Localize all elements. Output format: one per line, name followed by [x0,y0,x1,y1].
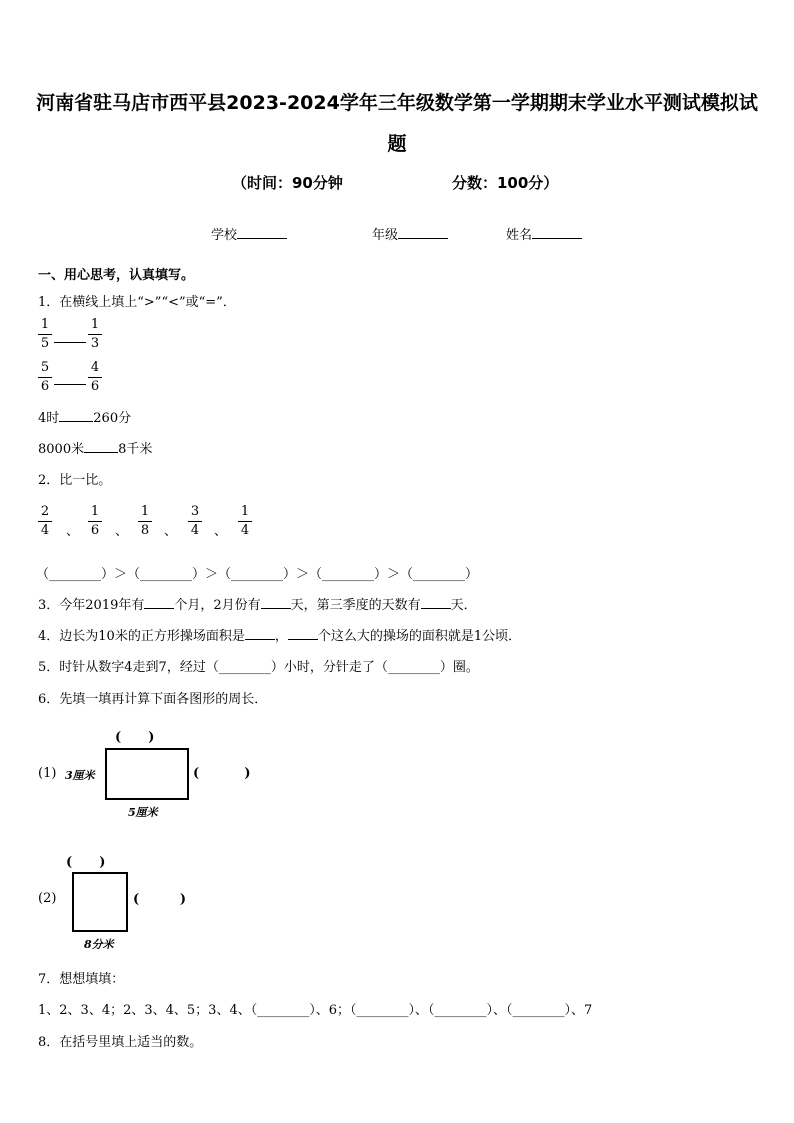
fig1-top-answer[interactable]: ( ) [115,730,155,745]
q1-fraction-1-3 [88,317,102,352]
q2-fraction-2 [88,504,102,539]
name-blank[interactable] [532,226,582,239]
fig2-right-answer[interactable]: ( ) [133,892,187,907]
q4-part-3: 个这么大的操场的面积就是1公顷． [317,629,522,644]
q3-part-4: 天． [450,598,477,613]
q4-part-2: ， [274,629,288,644]
q2-order-answer[interactable]: （________）＞（________）＞（________）＞（________）＞（________） [36,567,479,582]
fig2-top-answer[interactable]: ( ) [66,855,106,870]
q8-text: 8．在括号里填上适当的数。 [38,1035,203,1050]
section-heading: 一、用心思考，认真填写。 [38,268,195,283]
q1-answer-line-2[interactable] [54,384,86,385]
name-field[interactable] [506,224,582,243]
q2-separator: 、 [214,524,228,539]
denominator: 6 [40,379,50,394]
denominator: 8 [140,523,150,538]
q4-part-1: 4．边长为10米的正方形操场面积是 [38,629,245,644]
q3-blank-feb-days[interactable] [261,596,291,609]
q1-fraction-4-6 [88,360,102,395]
q2-fraction-4 [188,504,202,539]
q1-answer-blank-4[interactable] [84,440,118,453]
school-label: 学校 [211,228,238,243]
q1-fraction-1-5 [38,317,52,352]
q1-row3 [38,407,131,426]
numerator: 1 [240,504,250,519]
denominator: 5 [40,336,50,351]
q2-fraction-1 [38,504,52,539]
numerator: 2 [40,504,50,519]
denominator: 6 [90,379,100,394]
fig2-bottom-label: 8分米 [84,938,114,951]
q2-separator: 、 [115,524,129,539]
q3-part-1: 3．今年2019年有 [38,598,145,613]
q6-text: 6．先填一填再计算下面各图形的周长． [38,692,268,707]
q7-sequence[interactable]: 1、2、3、4；2、3、4、5；3、4、（________）、6；（________）、（________）、（________）、7 [38,1003,593,1018]
numerator: 1 [140,504,150,519]
q1-text: 1．在横线上填上“>”“<”或“=”． [38,295,236,310]
numerator: 1 [90,317,100,332]
fig1-rectangle [105,748,189,800]
q5-text: 5．时针从数字4走到7，经过（________）小时，分针走了（________）圈。 [38,660,479,675]
q3-part-2: 个月，2月份有 [174,598,261,613]
denominator: 3 [90,336,100,351]
q1-row4-left: 8000米 [38,442,85,457]
fig1-right-answer[interactable]: ( ) [193,766,251,781]
grade-field[interactable] [372,224,448,243]
numerator: 1 [40,317,50,332]
denominator: 4 [40,523,50,538]
name-label: 姓名 [506,228,533,243]
q1-row3-right: 260分 [93,411,132,426]
q1-row4 [38,438,152,457]
fig1-bottom-label: 5厘米 [128,806,158,819]
q7-text: 7．想想填填： [38,972,125,987]
fig1-left-label: 3厘米 [65,769,95,782]
numerator: 4 [90,360,100,375]
q3-blank-months[interactable] [144,596,174,609]
q3-blank-q3-days[interactable] [421,596,451,609]
page-title-continued: 题 [387,133,407,155]
numerator: 5 [40,360,50,375]
q1-answer-line-1[interactable] [54,342,86,343]
school-blank[interactable] [237,226,287,239]
fig1-index: (1) [38,766,57,781]
q3-part-3: 天，第三季度的天数有 [290,598,421,613]
q3 [38,594,477,613]
denominator: 4 [190,523,200,538]
grade-blank[interactable] [398,226,448,239]
numerator: 3 [190,504,200,519]
numerator: 1 [90,504,100,519]
fig2-index: (2) [38,891,57,906]
school-field[interactable] [211,224,287,243]
q2-fraction-3 [138,504,152,539]
total-score: 分数：100分） [452,174,559,192]
q1-answer-blank-3[interactable] [59,409,93,422]
q4-blank-area[interactable] [245,627,275,640]
q1-row4-right: 8千米 [118,442,153,457]
denominator: 6 [90,523,100,538]
q4 [38,625,521,644]
fig2-square [72,872,128,932]
time-limit: （时间：90分钟 [232,174,343,192]
q2-fraction-5 [238,504,252,539]
denominator: 4 [240,523,250,538]
q1-fraction-5-6 [38,360,52,395]
q1-row3-left: 4时 [38,411,60,426]
q2-separator: 、 [66,524,80,539]
q2-separator: 、 [164,524,178,539]
q2-text: 2．比一比。 [38,473,112,488]
grade-label: 年级 [372,228,399,243]
page-title: 河南省驻马店市西平县2023-2024学年三年级数学第一学期期末学业水平测试模拟试 [36,92,758,114]
q4-blank-count[interactable] [288,627,318,640]
